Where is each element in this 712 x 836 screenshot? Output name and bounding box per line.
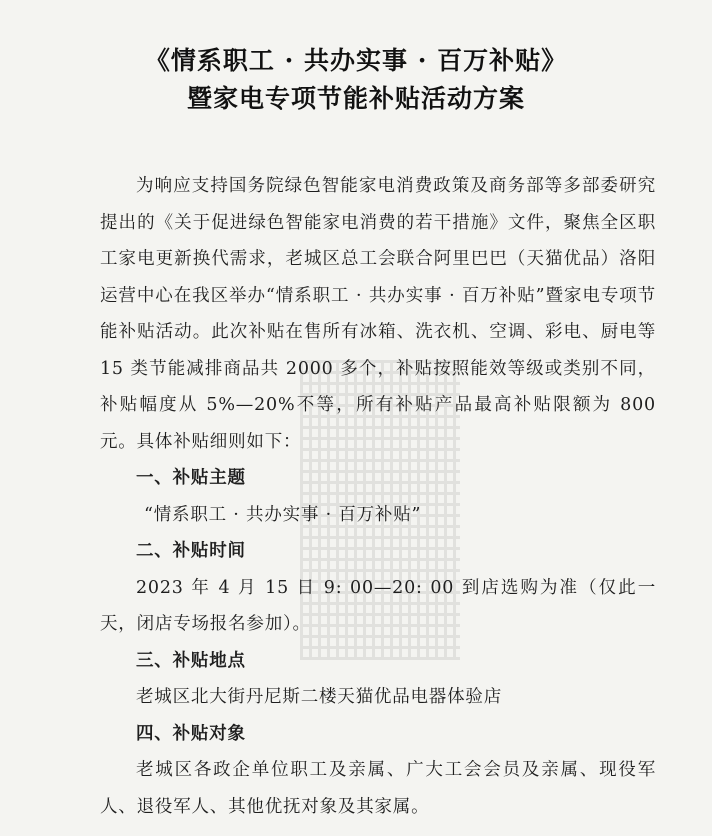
section-content-location: 老城区北大街丹尼斯二楼天猫优品电器体验店 xyxy=(136,687,502,707)
section-heading-time: 二、补贴时间 xyxy=(136,541,246,561)
section-heading-target: 四、补贴对象 xyxy=(136,723,246,744)
document-title-line-1: 《情系职工 · 共办实事 · 百万补贴》 xyxy=(144,46,568,75)
document-body xyxy=(100,168,656,825)
intro-paragraph: 为响应支持国务院绿色智能家电消费政策及商务部等多部委研究提出的《关于促进绿色智能家电消费的若干措施》文件，聚焦全区职工家电更新换代需求，老城区总工会联合阿里巴巴（天猫优品）洛阳运营中心在我区举办“情系职工 · 共办实事 · 百万补贴”暨家电专项节能补贴活动。此次补贴在售所有冰箱、洗衣机、空调、彩电、厨电等 15 类节能减排商品共 2000 多个，补贴按照能效等级或类别不同，补贴幅度从 5%—20%不等，所有补贴产品最高补贴限额为 800 元。具体补贴细则如下： xyxy=(100,176,656,452)
document-title-line-2: 暨家电专项节能补贴活动方案 xyxy=(186,84,525,113)
section-heading-theme: 一、补贴主题 xyxy=(136,468,246,488)
section-content-theme: “情系职工 · 共办实事 · 百万补贴” xyxy=(144,504,422,525)
section-content-target: 老城区各政企单位职工及亲属、广大工会会员及亲属、现役军人、退役军人、其他优抚对象及其家属。 xyxy=(100,760,656,817)
section-heading-location: 三、补贴地点 xyxy=(136,650,246,671)
section-content-time: 2023 年 4 月 15 日 9: 00—20: 00 到店选购为准（仅此一天，闭店专场报名参加）。 xyxy=(100,577,656,634)
